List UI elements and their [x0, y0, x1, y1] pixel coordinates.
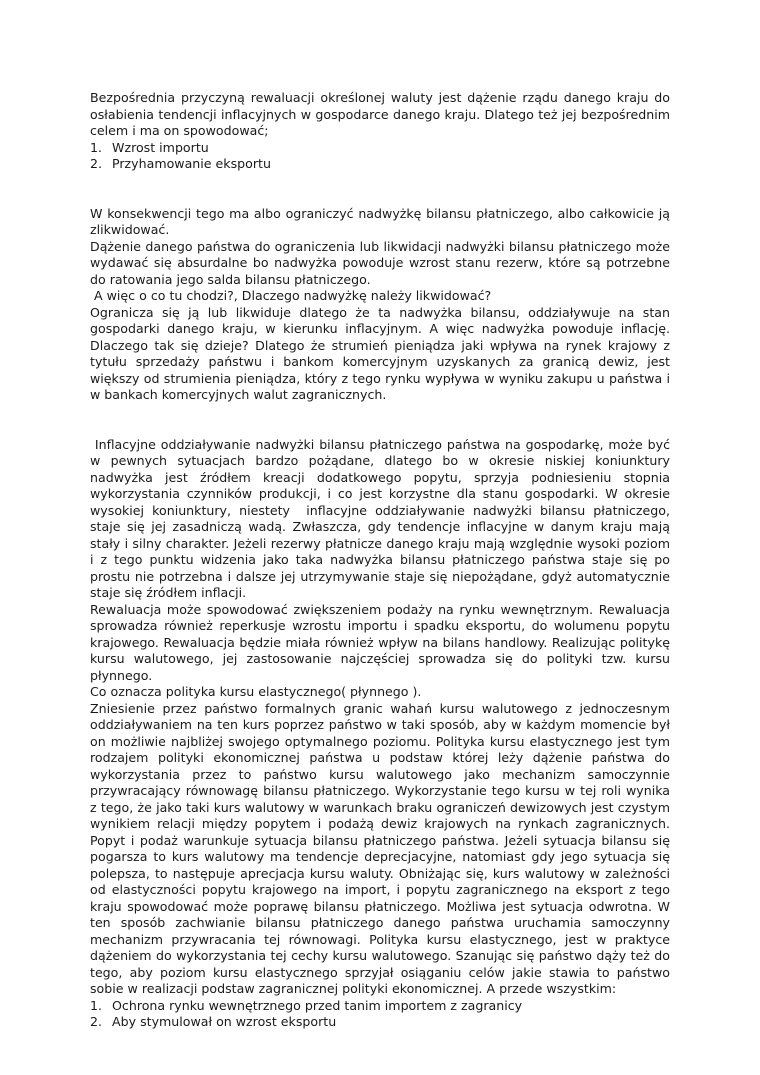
paragraph: Inflacyjne oddziaływanie nadwyżki bilansu płatniczego państwa na gospodarkę, może być w pewnych sytuacjach bardzo pożądane, dlatego bo w okresie niskiej koniunktury nadwyżka jest źródłem kreacji dodatkowego popytu, sprzyja podniesieniu stopnia wykorzystania czynników produkcji, i co jest korzystne dla stanu gospodarki. W okresie wysokiej koniunktury, niestety inflacyjne oddziaływanie nadwyżki bilansu płatniczego, staje się jej zasadniczą wadą. Zwłaszcza, gdy tendencje inflacyjne w danym kraju mają stały i silny charakter. Jeżeli rezerwy płatnicze danego kraju mają względnie wysoki poziom i z tego punktu widzenia jako taka nadwyżka bilansu płatniczego państwa staje się po prostu nie potrzebna i dalsze jej utrzymywanie staje się niepożądane, gdyż automatycznie staje się źródłem inflacji.: [90, 436, 675, 600]
list-number: 1.: [90, 997, 103, 1013]
paragraph: Co oznacza polityka kursu elastycznego( płynnego ).: [90, 684, 422, 699]
list-text: Ochrona rynku wewnętrznego przed tanim importem z zagranicy: [112, 997, 523, 1013]
list-item: [90, 156, 670, 173]
list-text: Przyhamowanie eksportu: [112, 156, 271, 171]
paragraph: Zniesienie przez państwo formalnych granic wahań kursu walutowego z jednoczesnym oddziaływaniem na ten kurs poprzez państwo w taki sposób, aby w każdym momencie był on możliwie najbliżej swojego optymalnego poziomu. Polityka kursu elastycznego jest tym rodzajem polityki ekonomicznej państwa u podstaw której leży dążenie państwa do wykorzystania przez to państwo kursu walutowego jako mechanizm samoczynnie przywracający równowagę bilansu płatniczego. Wykorzystanie tego kursu w tej roli wynika z tego, że jako taki kurs walutowy w warunkach braku ograniczeń dewizowych jest czystym wynikiem relacji między popytem i podażą dewiz krajowych na rynkach zagranicznych. Popyt i podaż warunkuje sytuacja bilansu płatniczego państwa. Jeżeli sytuacja bilansu się pogarsza to kurs walutowy ma tendencje deprecjacyjne, natomiast gdy jego sytuacja się polepsza, to następuje aprecjacja kursu waluty. Obniżając się, kurs walutowy w zależności od elastyczności popytu krajowego na import, i popytu zagranicznego na eksport z tego kraju spowodować może poprawę bilansu płatniczego. Możliwa jest sytuacja odwrotna. W ten sposób zachwianie bilansu płatniczego danego państwa uruchamia samoczynny mechanizm przywracania tej równowagi. Polityka kursu elastycznego, jest w praktyce dążeniem do wykorzystania tej cechy kursu walutowego. Szanując się państwo dąży też do tego, aby poziom kursu elastycznego sprzyjał osiąganiu celów jakie stawia to państwo sobie w realizacji podstaw zagranicznej polityki ekonomicznej. A przede wszystkim:: [90, 700, 670, 996]
list-text: Aby stymulował on wzrost eksportu: [112, 1014, 337, 1029]
spacer: [90, 173, 670, 206]
list-item: [90, 998, 670, 1015]
paragraph: W konsekwencji tego ma albo ograniczyć nadwyżkę bilansu płatniczego, albo całkowicie ją zlikwidować.: [90, 205, 670, 237]
list-number: 2.: [90, 156, 103, 171]
list-item: [90, 140, 670, 157]
spacer: [90, 404, 670, 437]
paragraph: Bezpośrednia przyczyną rewaluacji określonej waluty jest dążenie rządu danego kraju do osłabienia tendencji inflacyjnych w gospodarce danego kraju. Dlatego też jej bezpośrednim celem i ma on spowodować;: [90, 90, 670, 138]
paragraph: Ogranicza się ją lub likwiduje dlatego że ta nadwyżka bilansu, oddziaływuje na stan gospodarki danego kraju, w kierunku inflacyjnym. A więc nadwyżka powoduje inflację. Dlaczego tak się dzieje? Dlatego że strumień pieniądza jaki wpływa na rynek krajowy z tytułu sprzedaży państwu i bankom komercyjnym uzyskanych za granicą dewiz, jest większy od strumienia pieniądza, który z tego rynku wypływa w wyniku zakupu u państwa i w bankach komercyjnych walut zagranicznych.: [90, 304, 670, 402]
list-item: [90, 1014, 670, 1031]
paragraph: A więc o co tu chodzi?, Dlaczego nadwyżkę należy likwidować?: [90, 288, 492, 303]
list-number: 2.: [90, 1014, 103, 1029]
paragraph: Rewaluacja może spowodować zwiększeniem podaży na rynku wewnętrznym. Rewaluacja sprowadza również reperkusje wzrostu importu i spadku eksportu, do wolumenu popytu krajowego. Rewaluacja będzie miała również wpływ na bilans handlowy. Realizując politykę kursu walutowego, jej zastosowanie najczęściej sprowadza się do polityki tzw. kursu płynnego.: [90, 601, 670, 683]
paragraph: Dążenie danego państwa do ograniczenia lub likwidacji nadwyżki bilansu płatniczego może wydawać się absurdalne bo nadwyżka powoduje wzrost stanu rezerw, które są potrzebne do ratowania jego salda bilansu płatniczego.: [90, 238, 670, 287]
list-number: 1.: [90, 139, 103, 155]
document-page: [90, 90, 675, 1031]
list-text: Wzrost importu: [112, 139, 209, 155]
